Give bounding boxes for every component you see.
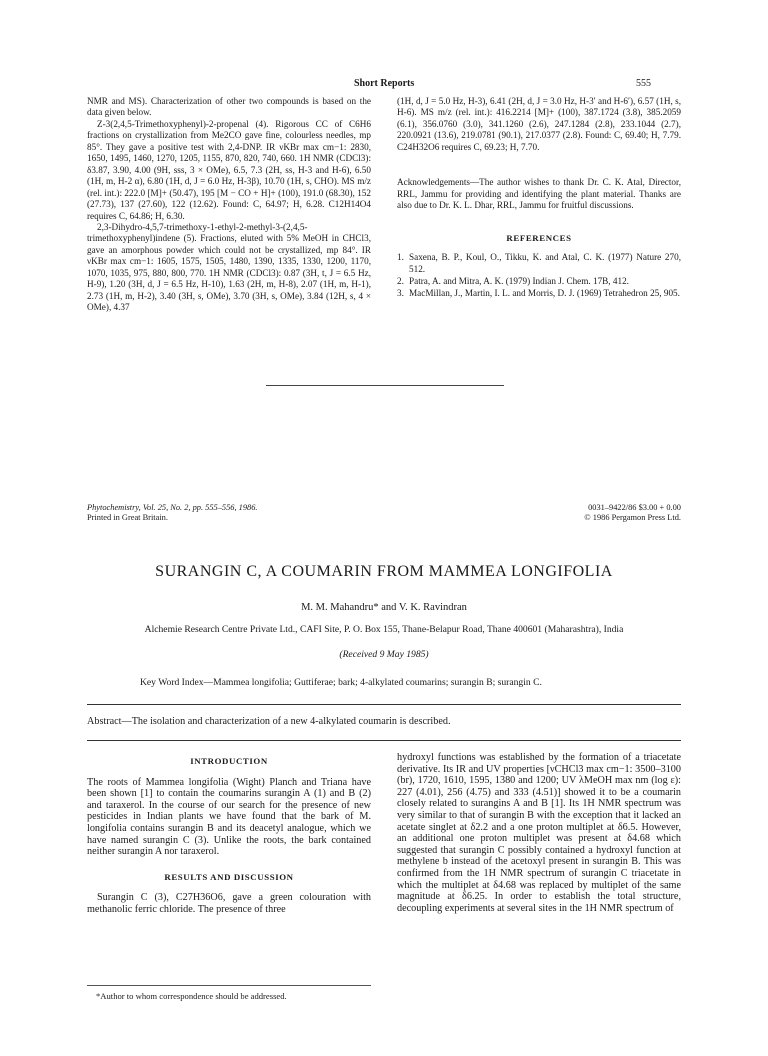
page-number: 555 [636, 78, 651, 89]
reference-number: 1. [397, 252, 404, 263]
journal-info-left [87, 503, 258, 523]
section-divider [266, 385, 504, 386]
footnote: *Author to whom correspondence should be addressed. [96, 991, 287, 1001]
body-right-column [397, 752, 681, 914]
article-title: SURANGIN C, A COUMARIN FROM MAMMEA LONGIFOLIA [155, 563, 613, 580]
paragraph: Z-3(2,4,5-Trimethoxyphenyl)-2-propenal (4). Rigorous CC of C6H6 fractions on crystallization from Me2CO gave fine, colourless needles, mp 85°. They gave a positive test with 2,4-DNP. IR νKBr max cm−1: 2830, 1650, 1495, 1460, 1270, 1205, 1155, 870, 820, 740, 660. 1H NMR (CDCl3): δ3.87, 3.90, 4.00 (9H, sss, 3 × OMe), 6.5, 7.3 (2H, ss, H-3 and H-6), 6.50 (1H, m, H-2 α), 6.80 (1H, d, J = 6.0 Hz, H-3β), 10.70 (1H, s, CHO). MS m/z (rel. int.): 222.0 [M]+ (50.47), 195 [M − CO + H]+ (100), 191.0 (68.30), 152 (27.73), 137 (27.60), 122 (12.62). Found: C, 64.97; H, 6.28. C12H14O4 requires C, 64.86; H, 6.30. [87, 118, 371, 221]
paragraph: hydroxyl functions was established by the formation of a triacetate derivative. Its IR and UV properties [νCHCl3 max cm−1: 3500–3100 (br), 1720, 1610, 1595, 1380 and 1200; UV λMeOH max nm (log ε): 227 (4.01), 256 (4.75) and 333 (4.51)] showed it to be a coumarin closely related to surangins A and B [1]. Its 1H NMR spectrum was very similar to that of surangin B with the exception that it lacked an acetate singlet at δ2.2 and a one proton multiplet at δ6.5. However, an additional one proton multiplet was present at δ4.68 which suggested that surangin C possibly contained a hydroxyl function at methylene b instead of the acetoxyl present in surangin B. This was confirmed from the 1H NMR spectrum of surangin C triacetate in which the multiplet at δ4.68 was replaced by multiplet of the same magnitude at δ6.25. In order to establish the total structure, decoupling experiments at several sites in the 1H NMR spectrum of [397, 752, 681, 914]
abstract-top-rule [87, 704, 681, 705]
paragraph: NMR and MS). Characterization of other two compounds is based on the data given below. [87, 96, 371, 118]
journal-code: 0031–9422/86 $3.00 + 0.00 [588, 503, 681, 512]
paragraph: Surangin C (3), C27H36O6, gave a green colouration with methanolic ferric chloride. The presence of three [87, 892, 371, 915]
footnote-rule [87, 985, 371, 986]
reference-text: Patra, A. and Mitra, A. K. (1979) Indian J. Chem. 17B, 412. [409, 275, 629, 286]
abstract: Abstract—The isolation and characterization of a new 4-alkylated coumarin is described. [87, 716, 451, 727]
reference-text: Saxena, B. P., Koul, O., Tikku, K. and Atal, C. K. (1977) Nature 270, 512. [409, 252, 681, 274]
article-affiliation: Alchemie Research Centre Private Ltd., CAFI Site, P. O. Box 155, Thane-Belapur Road, Thane 400601 (Maharashtra), India [144, 624, 624, 635]
reference-item [397, 288, 681, 299]
acknowledgements: Acknowledgements—The author wishes to thank Dr. C. K. Atal, Director, RRL, Jammu for providing and identifying the plant material. Thanks are also due to Dr. K. L. Dhar, RRL, Jammu for fruitful discussions. [397, 177, 681, 211]
paragraph: (1H, d, J = 5.0 Hz, H-3), 6.41 (2H, d, J = 3.0 Hz, H-3′ and H-6′), 6.57 (1H, s, H-6). MS m/z (rel. int.): 416.2214 [M]+ (100), 387.1724 (3.8), 385.2059 (6.1), 356.0760 (3.0), 341.1260 (2.6), 247.1284 (2.8), 233.1044 (2.7), 220.0921 (13.6), 219.0781 (90.1), 217.0377 (2.8). Found: C, 69.40; H, 7.79. C24H32O6 requires C, 69.23; H, 7.70. [397, 96, 681, 152]
top-left-column [87, 96, 371, 314]
abstract-bottom-rule [87, 740, 681, 741]
received-date: (Received 9 May 1985) [339, 649, 429, 660]
introduction-heading: INTRODUCTION [190, 756, 268, 766]
printed-in: Printed in Great Britain. [87, 513, 168, 522]
results-heading: RESULTS AND DISCUSSION [164, 871, 294, 882]
reference-number: 2. [397, 275, 404, 286]
keyword-index: Key Word Index—Mammea longifolia; Guttiferae; bark; 4-alkylated coumarins; surangin B; surangin C. [140, 677, 542, 688]
journal-citation: Phytochemistry, Vol. 25, No. 2, pp. 555–556, 1986. [87, 503, 258, 512]
references-heading: REFERENCES [506, 232, 572, 243]
reference-number: 3. [397, 288, 404, 299]
reference-text: MacMillan, J., Martin, I. L. and Morris, D. J. (1969) Tetrahedron 25, 905. [409, 288, 680, 299]
article-authors: M. M. Mahandru* and V. K. Ravindran [301, 602, 467, 613]
paragraph: 2,3-Dihydro-4,5,7-trimethoxy-1-ethyl-2-methyl-3-(2,4,5-trimethoxyphenyl)indene (5). Fractions, eluted with 5% MeOH in CHCl3, gave an amorphous powder which could not be crystallized, mp 84°. IR νKBr max cm−1: 1605, 1575, 1505, 1480, 1390, 1335, 1330, 1200, 1170, 1070, 1035, 975, 880, 800, 770. 1H NMR (CDCl3): 0.87 (3H, t, J = 6.5 Hz, H-9), 1.20 (3H, d, J = 6.5 Hz, H-10), 1.63 (2H, m, H-8), 2.07 (1H, m, H-1), 2.73 (1H, m, H-2), 3.40 (3H, s, OMe), 3.70 (3H, s, OMe), 3.84 (12H, s, 4 × OMe), 4.37 [87, 221, 371, 313]
reference-item [397, 276, 681, 287]
body-left-column [87, 756, 371, 916]
running-head-title: Short Reports [354, 78, 415, 89]
paragraph: The roots of Mammea longifolia (Wight) Planch and Triana have been shown [1] to contain the coumarins surangin A (1) and B (2) and taraxerol. In the course of our search for the presence of new pesticides in Indian plants we have found that the bark of M. longifolia contains surangin B and its deacetyl analogue, which we have named surangin C (3). Unlike the roots, the bark contained neither surangin A nor taraxerol. [87, 776, 371, 858]
journal-info-right [560, 503, 681, 523]
top-right-column [397, 96, 681, 301]
reference-item [397, 252, 681, 275]
copyright: © 1986 Pergamon Press Ltd. [584, 513, 681, 522]
